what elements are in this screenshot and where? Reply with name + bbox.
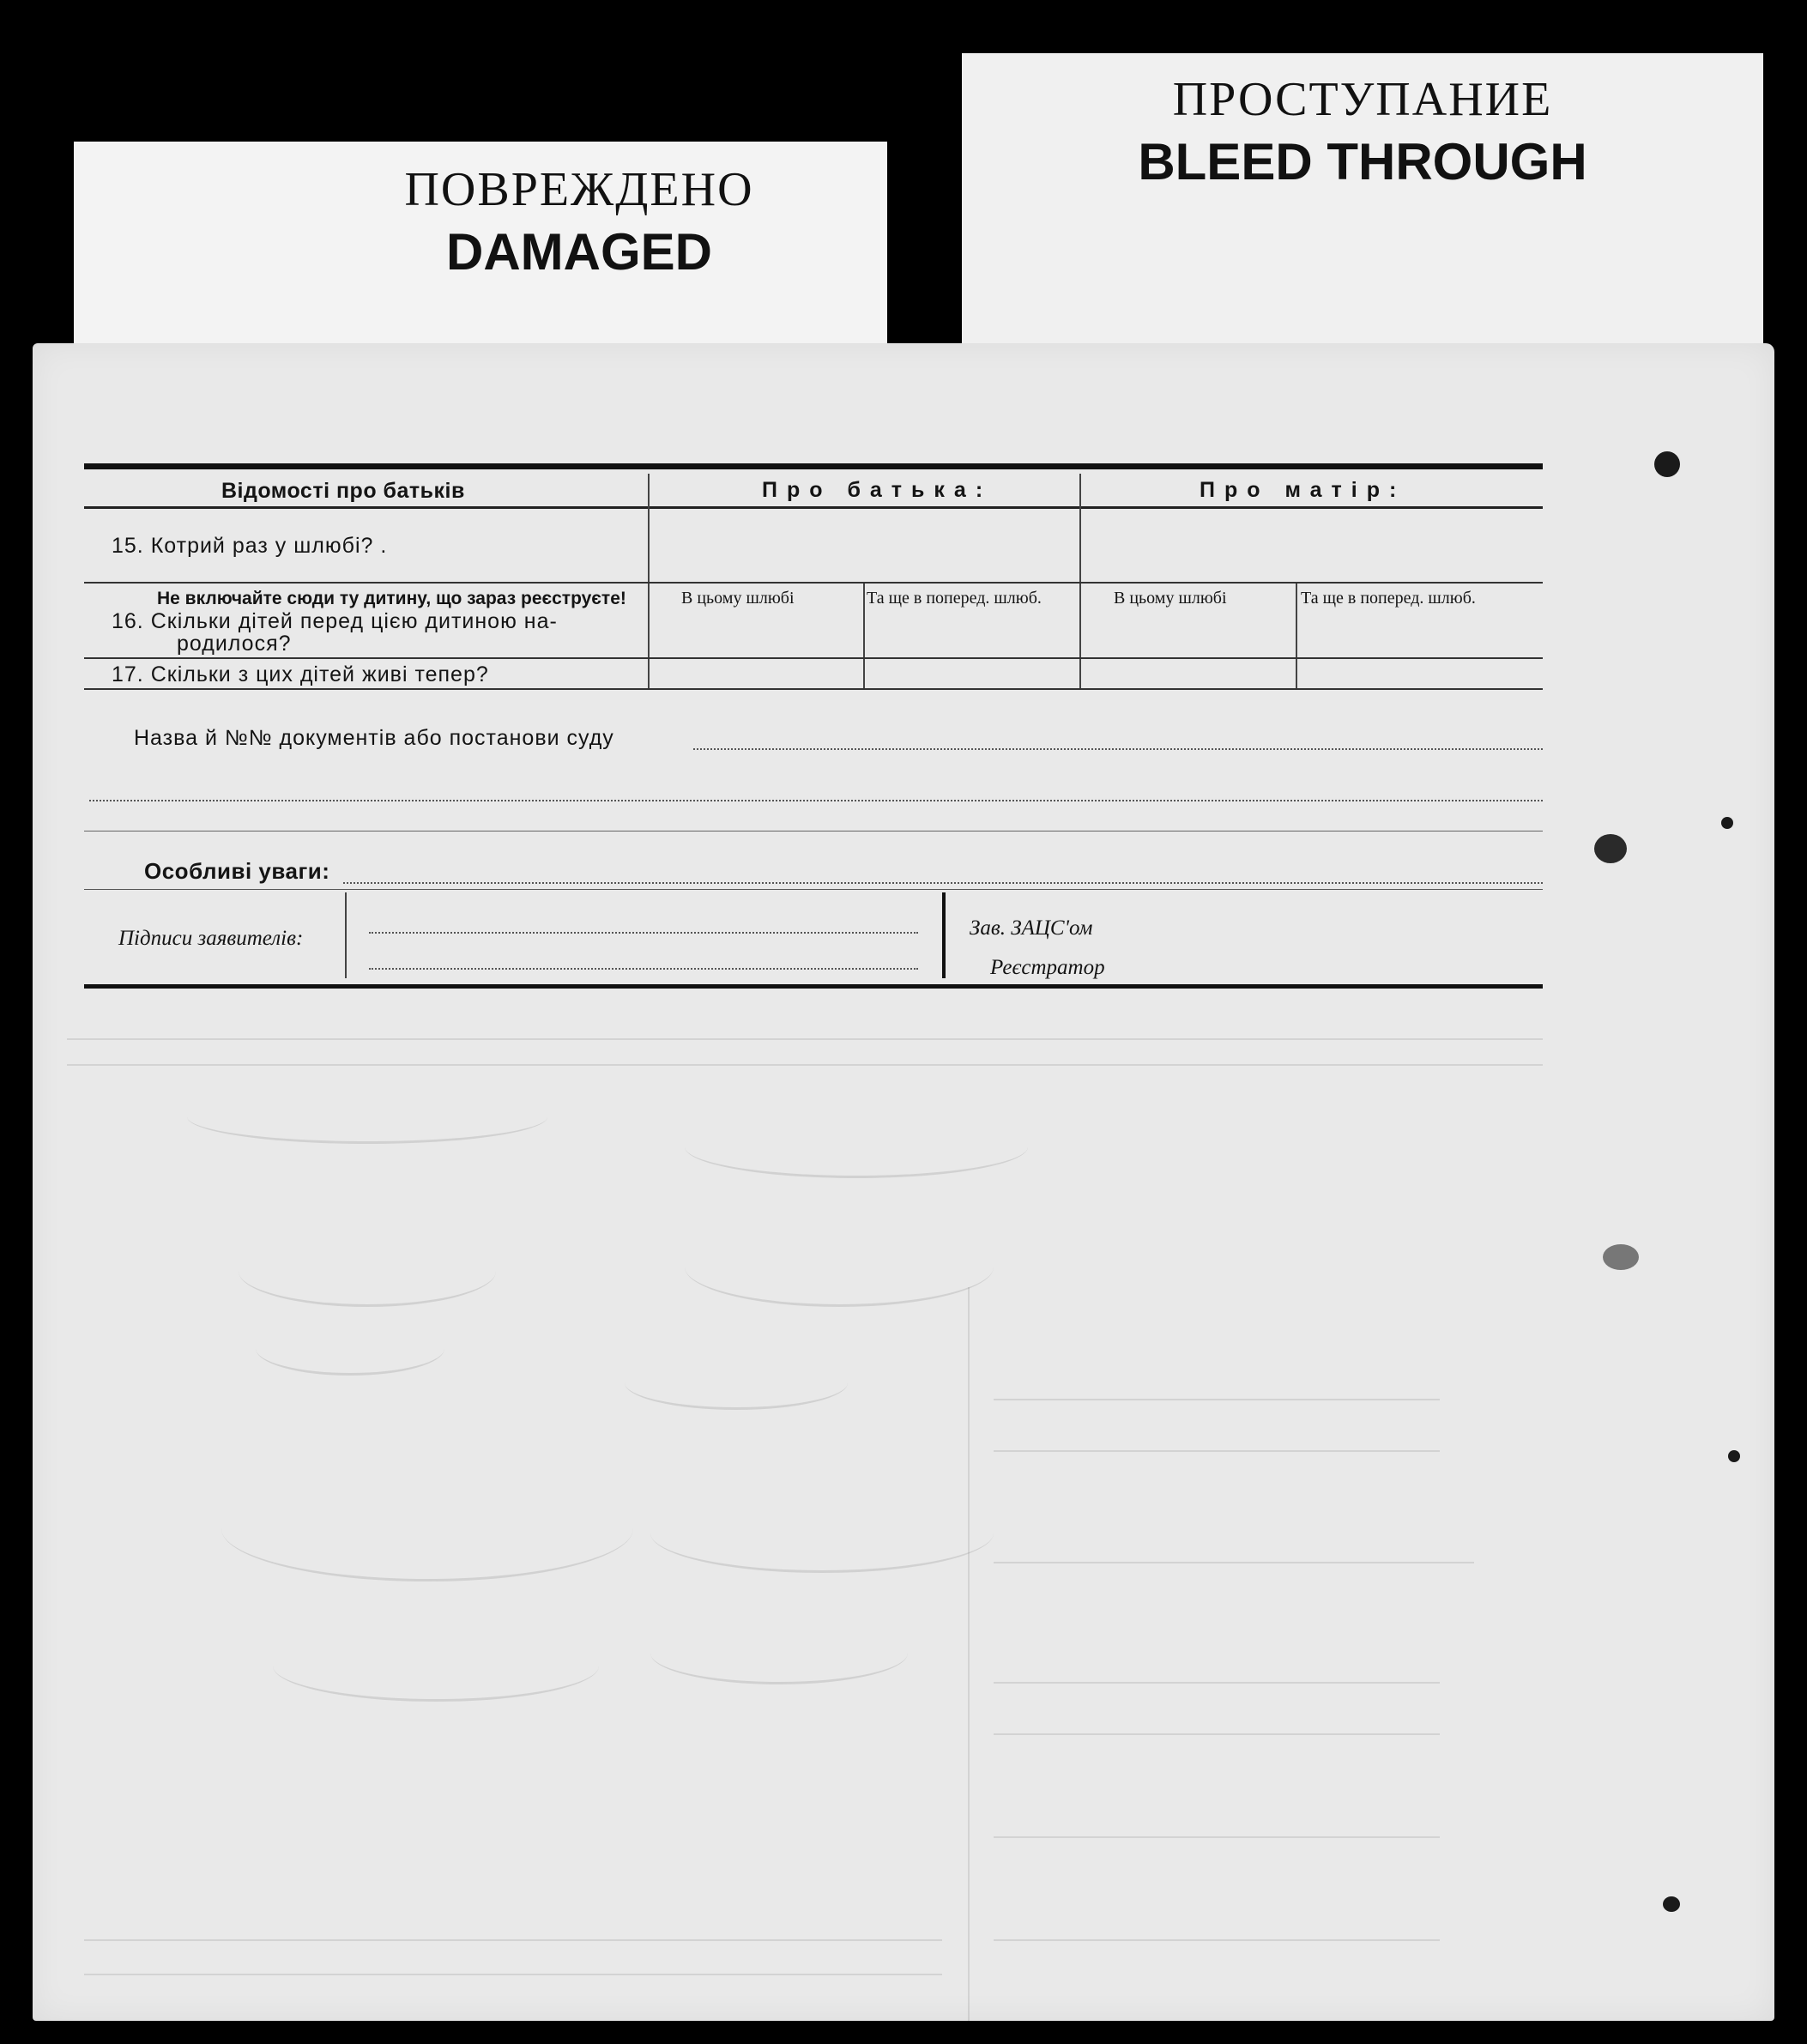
damage-hole-1: [1594, 834, 1627, 863]
signature-line-2: [369, 968, 918, 970]
col-divider-1: [648, 474, 650, 688]
bleed-card-ru: ПРОСТУПАНИЕ: [1172, 73, 1553, 126]
zags-head-label: Зав. ЗАЦС'ом: [970, 916, 1093, 940]
row-15-bottom-rule: [84, 582, 1543, 584]
question-17: 17. Скільки з цих дітей живі тепер?: [112, 662, 489, 686]
header-bottom-rule: [84, 506, 1543, 509]
table-top-rule: [84, 463, 1543, 469]
row-16-bottom-rule: [84, 657, 1543, 659]
signatures-label: Підписи заявителів:: [118, 927, 304, 950]
special-remarks-bottom-rule: [84, 889, 1543, 890]
col-divider-2: [1079, 474, 1081, 688]
question-16-note: Не включайте сюди ту дитину, що зараз реєструєте!: [157, 589, 626, 608]
damaged-card-en: DAMAGED: [446, 223, 712, 281]
punch-hole-1: [1654, 451, 1680, 477]
documents-label: Назва й №№ документів або постанови суду: [134, 726, 614, 750]
special-remarks-line: [343, 882, 1543, 884]
document-sheet: [33, 343, 1774, 2021]
father-previous-marriage: Та ще в поперед. шлюб.: [867, 589, 1042, 608]
signatures-left-divider: [345, 892, 347, 978]
table-bottom-rule: [84, 984, 1543, 989]
col-divider-father-sub: [863, 584, 865, 688]
documents-line-1: [693, 748, 1543, 750]
special-remarks-label: Особливі уваги:: [144, 858, 330, 884]
question-16-line1: 16. Скільки дітей перед цією дитиною на-: [112, 609, 558, 633]
mother-current-marriage: В цьому шлюбі: [1114, 589, 1227, 608]
row-17-bottom-rule: [84, 688, 1543, 690]
question-16-line2: родилося?: [177, 632, 292, 656]
documents-line-2: [89, 800, 1543, 801]
signatures-right-divider: [942, 892, 946, 978]
damaged-card-ru: ПОВРЕЖДЕНО: [404, 163, 754, 216]
punch-hole-3: [1728, 1450, 1740, 1462]
header-about-mother: Про матір:: [1200, 478, 1406, 502]
damage-hole-2: [1603, 1244, 1639, 1270]
registrar-label: Реєстратор: [990, 956, 1105, 979]
punch-hole-4: [1663, 1896, 1680, 1912]
father-current-marriage: В цьому шлюбі: [681, 589, 795, 608]
signature-line-1: [369, 932, 918, 934]
question-15: 15. Котрий раз у шлюбі? .: [112, 534, 388, 558]
documents-bottom-rule: [84, 831, 1543, 832]
mother-previous-marriage: Та ще в поперед. шлюб.: [1301, 589, 1476, 608]
bleed-card-en: BLEED THROUGH: [1138, 133, 1587, 190]
punch-hole-2: [1721, 817, 1733, 829]
header-parents-info: Відомості про батьків: [221, 479, 465, 503]
col-divider-mother-sub: [1296, 584, 1297, 688]
header-about-father: Про батька:: [762, 478, 993, 502]
